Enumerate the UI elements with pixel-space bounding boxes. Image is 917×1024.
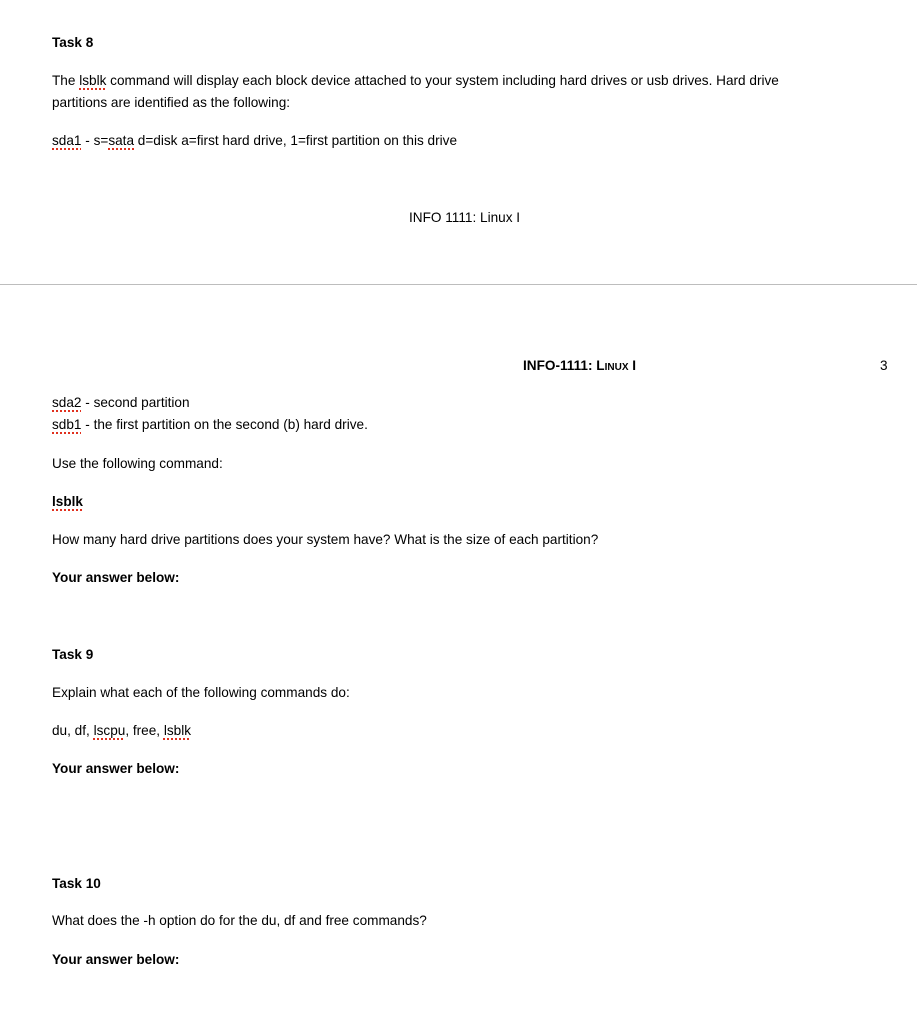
question-task8: How many hard drive partitions does your system have? What is the size of each partition?	[52, 532, 599, 547]
question-task9: Explain what each of the following commands do:	[52, 685, 350, 700]
command-lsblk: lsblk	[163, 723, 192, 738]
command-lsblk: lsblk	[52, 494, 83, 509]
task9-heading: Task 9	[52, 647, 94, 662]
text: du, df,	[52, 723, 94, 738]
text: command will display each block device attached to your system including hard drives or usb drives. Hard drive	[106, 73, 779, 88]
sda2-description	[52, 395, 190, 410]
sdb1: sdb1	[52, 417, 82, 432]
page-footer: INFO 1111: Linux I	[409, 210, 521, 225]
text: d=disk a=first hard drive, 1=first partition on this drive	[134, 133, 458, 148]
sdb1-description	[52, 417, 368, 432]
commands-list	[52, 723, 191, 738]
sda1: sda1	[52, 133, 82, 148]
use-command-text: Use the following command:	[52, 456, 223, 471]
task10-heading: Task 10	[52, 876, 101, 891]
text: - the first partition on the second (b) hard drive.	[81, 417, 368, 432]
task8-intro	[52, 73, 779, 88]
command-text	[52, 494, 83, 509]
question-task10: What does the -h option do for the du, df and free commands?	[52, 913, 427, 928]
page-number: 3	[880, 358, 888, 373]
answer-label-task10: Your answer below:	[52, 952, 180, 967]
answer-label-task8: Your answer below:	[52, 570, 180, 585]
sda2: sda2	[52, 395, 82, 410]
sata: sata	[108, 133, 135, 148]
page-divider	[0, 284, 917, 285]
answer-label-task9: Your answer below:	[52, 761, 180, 776]
sda1-description	[52, 133, 457, 148]
page-header-title: INFO-1111: Linux I	[523, 358, 637, 373]
text: - s=	[81, 133, 109, 148]
task8-intro-line2: partitions are identified as the following:	[52, 95, 291, 110]
command-lsblk: lsblk	[79, 73, 107, 88]
text: - second partition	[81, 395, 190, 410]
command-lscpu: lscpu	[93, 723, 126, 738]
text: The	[52, 73, 80, 88]
task8-heading: Task 8	[52, 35, 94, 50]
text: , free,	[125, 723, 164, 738]
